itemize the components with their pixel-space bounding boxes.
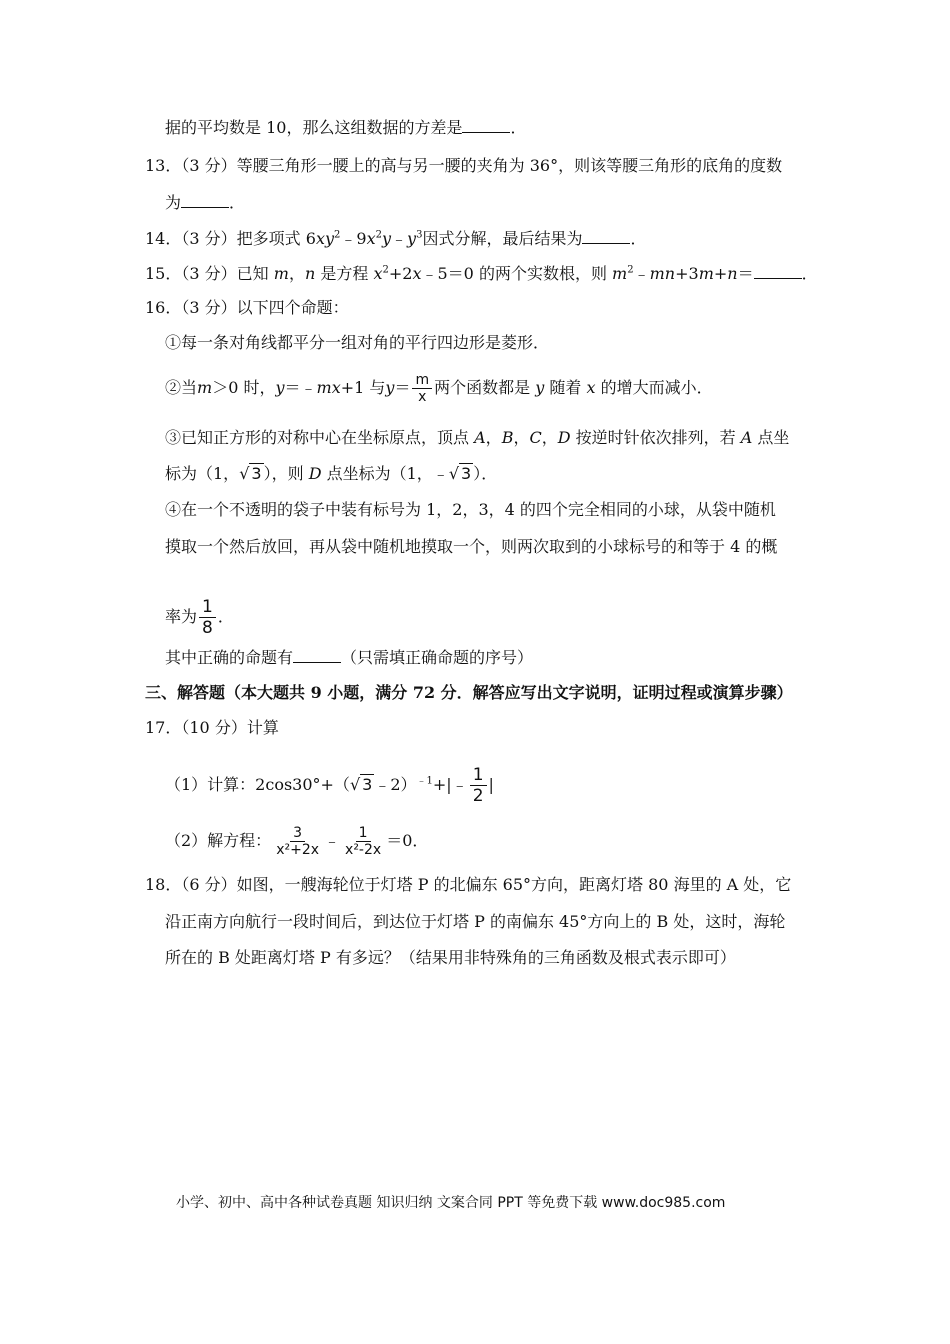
q16-item3-cont: 标为（1，√ 3 ），则 D 点坐标为（1，﹣√ 3 ）． xyxy=(165,464,498,483)
q16-item4: ④在一个不透明的袋子中装有标号为 1，2，3，4 的四个完全相同的小球，从袋中随机 xyxy=(165,500,776,519)
answer-blank xyxy=(181,193,229,208)
fraction: $\frac{1}{2}$ xyxy=(470,765,487,806)
q13: 13．（3 分）等腰三角形一腰上的高与另一腰的夹角为 36°，则该等腰三角形的底角的度数 xyxy=(145,156,783,175)
sqrt-symbol: √ 3 xyxy=(239,464,262,483)
q14: 14．（3 分）把多项式 $6xy^2﹣9x^2y﹣y^3$因式分解，最后结果为 ． xyxy=(145,229,647,248)
q16-answer: 其中正确的命题有 （只需填正确命题的序号） xyxy=(165,648,534,667)
section-heading: 三、解答题（本大题共 9 小题，满分 72 分．解答应写出文字说明，证明过程或演算步骤） xyxy=(145,683,793,702)
q17: 17．（10 分）计算 xyxy=(145,718,279,737)
q16: 16．（3 分）以下四个命题： xyxy=(145,298,349,317)
fraction: $\frac{1}{\text{x²-2x}}$ xyxy=(345,825,382,858)
q17-part1: （1）计算：2cos30°+（√ 3 ﹣2）$^{﹣1}$+|﹣ $\frac{1}{2}$ | xyxy=(165,765,494,806)
q17-part2: （2）解方程： $\frac{3}{\text{x²+2x}}$ ﹣ $\frac{1}{\text{x²-2x}}$ ＝0． xyxy=(165,825,429,858)
footer-text: 小学、初中、高中各种试卷真题 知识归纳 文案合同 PPT 等免费下载 www.doc985.com xyxy=(176,1195,726,1211)
sqrt-symbol: √ 3 xyxy=(448,464,472,483)
q15: 15．（3 分）已知 m，n 是方程 $x^2+2x﹣5=0$ 的两个实数根，则 $m^2﹣mn+3m+n=$ ． xyxy=(145,264,818,283)
answer-blank xyxy=(462,118,510,133)
q13-cont: 为 ． xyxy=(165,193,246,212)
q18-line3: 所在的 B 处距离灯塔 P 有多远？（结果用非特殊角的三角函数及根式表示即可） xyxy=(165,948,736,967)
q16-item4-cont: 摸取一个然后放回，再从袋中随机地摸取一个，则两次取到的小球标号的和等于 4 的概 xyxy=(165,537,778,556)
sqrt-symbol: √ 3 xyxy=(349,775,373,794)
answer-blank xyxy=(582,229,630,244)
fraction: $\frac{1}{8}$ xyxy=(199,597,216,638)
fraction: $\frac{m}{x}$ xyxy=(412,372,432,405)
answer-blank xyxy=(754,264,802,279)
answer-blank xyxy=(293,648,341,663)
q12-tail: 据的平均数是 10，那么这组数据的方差是 ． xyxy=(165,118,527,137)
q16-item1: ①每一条对角线都平分一组对角的平行四边形是菱形． xyxy=(165,333,550,352)
fraction: $\frac{3}{\text{x²+2x}}$ xyxy=(276,825,320,858)
q18-line2: 沿正南方向航行一段时间后，到达位于灯塔 P 的南偏东 45°方向上的 B 处，这时，海轮 xyxy=(165,912,786,931)
q16-item3: ③已知正方形的对称中心在坐标原点，顶点 A，B，C，D 按逆时针依次排列，若 A 点坐 xyxy=(165,428,790,447)
q18: 18．（6 分）如图，一艘海轮位于灯塔 P 的北偏东 65°方向，距离灯塔 80 海里的 A 处，它 xyxy=(145,875,792,894)
q16-item2: ②当m＞0 时，y＝﹣mx+1 与y＝ $\frac{m}{x}$ 两个函数都是 y 随着 x 的增大而减小． xyxy=(165,372,713,405)
q16-item4-end: 率为 $\frac{1}{8}$ ． xyxy=(165,597,234,638)
